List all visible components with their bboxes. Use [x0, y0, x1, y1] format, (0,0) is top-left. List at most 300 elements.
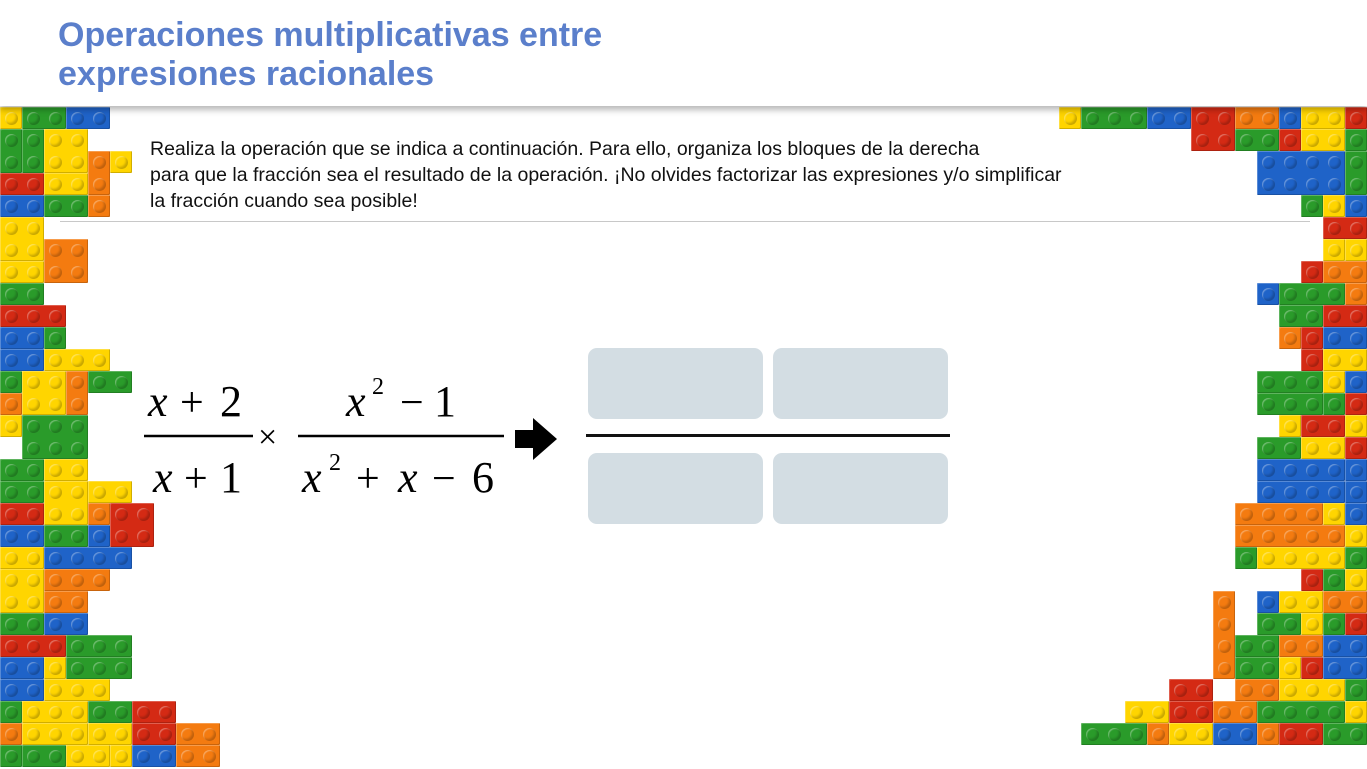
lego-stud	[49, 442, 62, 455]
lego-brick	[1235, 107, 1279, 129]
lego-brick	[44, 327, 66, 349]
lego-brick	[1323, 657, 1367, 679]
lego-brick	[22, 129, 44, 173]
lego-stud	[1064, 112, 1077, 125]
lego-brick	[0, 459, 44, 481]
lego-brick	[1345, 415, 1367, 437]
lego-stud	[1262, 398, 1275, 411]
lego-stud	[115, 640, 128, 653]
lego-stud	[5, 464, 18, 477]
lego-stud	[1306, 728, 1319, 741]
lego-brick	[1345, 679, 1367, 701]
lego-brick	[44, 481, 88, 525]
lego-stud	[1350, 464, 1363, 477]
f2-num-const: 1	[434, 377, 456, 426]
lego-stud	[71, 684, 84, 697]
lego-stud	[93, 728, 106, 741]
lego-brick	[44, 525, 88, 547]
lego-stud	[115, 750, 128, 763]
lego-stud	[71, 398, 84, 411]
lego-stud	[5, 706, 18, 719]
lego-brick	[1323, 591, 1367, 613]
lego-stud	[5, 376, 18, 389]
lego-brick	[1257, 283, 1279, 305]
lego-brick	[0, 261, 44, 283]
lego-brick	[1235, 679, 1279, 701]
lego-stud	[5, 354, 18, 367]
header-bar	[0, 0, 1367, 106]
lego-stud	[115, 486, 128, 499]
lego-brick	[1279, 591, 1323, 613]
f1-den-var: x	[153, 453, 173, 502]
lego-brick	[0, 503, 44, 525]
lego-stud	[1284, 486, 1297, 499]
lego-brick	[66, 107, 110, 129]
lego-stud	[1350, 310, 1363, 323]
lego-stud	[1284, 706, 1297, 719]
lego-brick	[132, 723, 176, 745]
lego-brick	[22, 701, 88, 723]
lego-stud	[1240, 706, 1253, 719]
lego-brick	[110, 151, 132, 173]
lego-stud	[1218, 728, 1231, 741]
lego-brick	[110, 745, 132, 767]
lego-stud	[1328, 662, 1341, 675]
lego-brick	[0, 481, 44, 503]
lego-stud	[1306, 508, 1319, 521]
lego-brick	[0, 657, 44, 679]
lego-brick	[1059, 107, 1081, 129]
lego-stud	[27, 640, 40, 653]
lego-stud	[5, 596, 18, 609]
lego-brick	[1235, 657, 1279, 679]
lego-stud	[49, 178, 62, 191]
lego-stud	[1328, 618, 1341, 631]
lego-stud	[5, 244, 18, 257]
lego-brick	[1345, 525, 1367, 547]
lego-stud	[1306, 618, 1319, 631]
lego-stud	[27, 442, 40, 455]
lego-brick	[88, 371, 132, 393]
lego-brick	[0, 327, 44, 349]
lego-stud	[5, 420, 18, 433]
lego-stud	[1306, 156, 1319, 169]
lego-stud	[1240, 552, 1253, 565]
lego-stud	[1328, 486, 1341, 499]
lego-stud	[71, 728, 84, 741]
lego-stud	[71, 750, 84, 763]
lego-brick	[0, 129, 22, 173]
lego-stud	[27, 134, 40, 147]
lego-stud	[1350, 420, 1363, 433]
answer-slot-numerator-right[interactable]	[773, 348, 948, 419]
lego-stud	[1328, 376, 1341, 389]
lego-brick	[88, 723, 132, 745]
lego-stud	[1240, 112, 1253, 125]
lego-stud	[71, 266, 84, 279]
lego-stud	[1306, 684, 1319, 697]
answer-fraction-bar	[586, 434, 950, 437]
lego-stud	[1306, 288, 1319, 301]
lego-brick	[0, 217, 44, 261]
lego-stud	[49, 640, 62, 653]
arrow-right-icon	[515, 418, 557, 460]
f2-den-op2: −	[432, 456, 456, 502]
lego-stud	[49, 574, 62, 587]
lego-stud	[1328, 552, 1341, 565]
lego-stud	[1284, 464, 1297, 477]
lego-stud	[1108, 728, 1121, 741]
lego-stud	[71, 376, 84, 389]
lego-stud	[1328, 332, 1341, 345]
lego-stud	[1108, 112, 1121, 125]
lego-stud	[49, 200, 62, 213]
lego-stud	[137, 750, 150, 763]
lego-brick	[1323, 635, 1367, 657]
lego-brick	[1169, 701, 1213, 723]
lego-brick	[44, 129, 88, 173]
lego-brick	[0, 679, 44, 701]
lego-brick	[1257, 393, 1323, 415]
lego-brick	[1323, 613, 1345, 635]
lego-stud	[5, 266, 18, 279]
lego-stud	[1284, 376, 1297, 389]
lego-stud	[1130, 728, 1143, 741]
lego-brick	[22, 107, 66, 129]
lego-stud	[1328, 112, 1341, 125]
lego-brick	[1301, 195, 1323, 217]
lego-stud	[115, 376, 128, 389]
lego-stud	[5, 134, 18, 147]
lego-stud	[49, 156, 62, 169]
lego-stud	[49, 684, 62, 697]
lego-stud	[1306, 640, 1319, 653]
lego-stud	[159, 706, 172, 719]
lego-stud	[1284, 420, 1297, 433]
answer-slot-denominator-right[interactable]	[773, 453, 948, 524]
lego-stud	[1328, 398, 1341, 411]
lego-stud	[1350, 156, 1363, 169]
lego-brick	[1257, 613, 1301, 635]
lego-stud	[1284, 640, 1297, 653]
lego-stud	[1284, 552, 1297, 565]
lego-brick	[22, 723, 88, 745]
lego-stud	[71, 486, 84, 499]
lego-stud	[1328, 354, 1341, 367]
lego-stud	[1218, 662, 1231, 675]
lego-stud	[1306, 134, 1319, 147]
lego-brick	[1125, 701, 1169, 723]
lego-stud	[71, 552, 84, 565]
lego-stud	[71, 618, 84, 631]
lego-stud	[71, 244, 84, 257]
lego-brick	[44, 569, 110, 591]
lego-stud	[27, 288, 40, 301]
lego-brick	[1345, 371, 1367, 393]
lego-brick	[1279, 107, 1301, 129]
lego-brick	[0, 525, 44, 547]
lego-brick	[1147, 723, 1169, 745]
lego-stud	[49, 662, 62, 675]
lego-stud	[1284, 728, 1297, 741]
lego-brick	[1323, 569, 1345, 591]
lego-stud	[93, 662, 106, 675]
lego-stud	[1328, 420, 1341, 433]
lego-stud	[1306, 310, 1319, 323]
lego-brick	[1345, 129, 1367, 151]
lego-brick	[1323, 305, 1367, 327]
lego-brick	[66, 657, 132, 679]
lego-stud	[1306, 574, 1319, 587]
lego-stud	[1218, 112, 1231, 125]
lego-stud	[93, 530, 106, 543]
lego-brick	[1279, 635, 1323, 657]
lego-stud	[71, 574, 84, 587]
fraction-1	[144, 377, 253, 502]
lego-brick	[1213, 723, 1257, 745]
lego-stud	[1306, 398, 1319, 411]
lego-stud	[49, 552, 62, 565]
lego-stud	[181, 750, 194, 763]
lego-stud	[1306, 376, 1319, 389]
lego-brick	[132, 745, 176, 767]
lego-stud	[71, 112, 84, 125]
lego-stud	[27, 486, 40, 499]
lego-stud	[1174, 706, 1187, 719]
lego-brick	[1257, 723, 1279, 745]
lego-stud	[5, 530, 18, 543]
lego-stud	[1130, 112, 1143, 125]
lego-stud	[5, 486, 18, 499]
lego-stud	[27, 684, 40, 697]
lego-stud	[27, 464, 40, 477]
lego-stud	[1196, 684, 1209, 697]
lego-stud	[71, 420, 84, 433]
lego-stud	[1218, 618, 1231, 631]
lego-stud	[1350, 332, 1363, 345]
instructions-text	[150, 136, 1260, 214]
lego-brick	[1345, 151, 1367, 195]
lego-brick	[1257, 151, 1345, 195]
lego-brick	[1301, 657, 1323, 679]
lego-stud	[137, 530, 150, 543]
lego-brick	[0, 701, 22, 723]
lego-stud	[1262, 178, 1275, 191]
lego-stud	[71, 354, 84, 367]
lego-brick	[1323, 239, 1345, 261]
f2-num-op: −	[400, 380, 424, 426]
lego-stud	[1350, 354, 1363, 367]
lego-stud	[1262, 552, 1275, 565]
lego-stud	[93, 354, 106, 367]
page-title	[58, 16, 958, 94]
lego-stud	[5, 552, 18, 565]
f1-num-op: +	[180, 380, 204, 426]
lego-stud	[1284, 530, 1297, 543]
lego-stud	[71, 134, 84, 147]
lego-stud	[1240, 530, 1253, 543]
lego-brick	[44, 657, 66, 679]
lego-stud	[1306, 662, 1319, 675]
lego-stud	[49, 596, 62, 609]
lego-stud	[5, 156, 18, 169]
lego-stud	[1306, 178, 1319, 191]
lego-brick	[1345, 701, 1367, 723]
lego-stud	[1350, 508, 1363, 521]
lego-stud	[1350, 618, 1363, 631]
f2-den-op1: +	[356, 456, 380, 502]
lego-brick	[1081, 107, 1147, 129]
lego-stud	[1284, 442, 1297, 455]
lego-brick	[1257, 481, 1345, 503]
lego-brick	[1169, 723, 1213, 745]
lego-stud	[1262, 486, 1275, 499]
lego-stud	[1218, 706, 1231, 719]
lego-brick	[1301, 613, 1323, 635]
lego-stud	[1306, 596, 1319, 609]
lego-stud	[1218, 640, 1231, 653]
lego-brick	[1301, 327, 1323, 349]
lego-stud	[1306, 530, 1319, 543]
lego-brick	[1081, 723, 1147, 745]
lego-brick	[1147, 107, 1191, 129]
lego-stud	[1328, 442, 1341, 455]
lego-stud	[181, 728, 194, 741]
lego-stud	[1284, 398, 1297, 411]
lego-stud	[1262, 640, 1275, 653]
lego-stud	[1174, 728, 1187, 741]
lego-stud	[1240, 508, 1253, 521]
lego-brick	[1235, 547, 1257, 569]
lego-stud	[49, 354, 62, 367]
title-line-2: expresiones racionales	[58, 55, 435, 93]
lego-brick	[88, 195, 110, 217]
lego-brick	[1279, 679, 1345, 701]
lego-brick	[1279, 305, 1323, 327]
lego-brick	[44, 459, 88, 481]
lego-stud	[27, 398, 40, 411]
times-symbol: ×	[258, 419, 278, 456]
lego-stud	[71, 596, 84, 609]
lego-brick	[1301, 349, 1323, 371]
lego-stud	[1350, 222, 1363, 235]
lego-brick	[1345, 613, 1367, 635]
lego-stud	[1306, 464, 1319, 477]
lego-brick	[1235, 525, 1345, 547]
lego-brick	[88, 701, 132, 723]
lego-stud	[1306, 354, 1319, 367]
answer-slot-denominator-left[interactable]	[588, 453, 763, 524]
lego-stud	[1240, 662, 1253, 675]
lego-brick	[44, 195, 88, 217]
lego-stud	[27, 310, 40, 323]
lego-stud	[115, 706, 128, 719]
lego-stud	[49, 310, 62, 323]
lego-brick	[66, 371, 88, 415]
fraction-2	[298, 374, 504, 502]
lego-stud	[1306, 706, 1319, 719]
lego-brick	[1213, 701, 1257, 723]
lego-stud	[1262, 156, 1275, 169]
f2-num-exp: 2	[372, 374, 384, 400]
lego-stud	[1284, 618, 1297, 631]
lego-brick	[66, 635, 132, 657]
instructions-line-1: Realiza la operación que se indica a continuación. Para ello, organiza los bloques de la derecha	[150, 138, 980, 160]
lego-stud	[93, 178, 106, 191]
lego-stud	[27, 618, 40, 631]
lego-stud	[1262, 376, 1275, 389]
lego-stud	[1328, 222, 1341, 235]
lego-brick	[1257, 459, 1345, 481]
lego-stud	[27, 574, 40, 587]
lego-brick	[1345, 569, 1367, 591]
lego-stud	[27, 222, 40, 235]
answer-slot-numerator-left[interactable]	[588, 348, 763, 419]
lego-brick	[1257, 701, 1345, 723]
lego-stud	[115, 662, 128, 675]
lego-stud	[71, 508, 84, 521]
lego-stud	[1262, 530, 1275, 543]
lego-stud	[49, 618, 62, 631]
lego-brick	[1301, 261, 1323, 283]
lego-stud	[5, 112, 18, 125]
lego-stud	[1086, 112, 1099, 125]
lego-stud	[1284, 288, 1297, 301]
lego-brick	[44, 547, 132, 569]
lego-stud	[1262, 706, 1275, 719]
lego-stud	[27, 728, 40, 741]
lego-stud	[1284, 684, 1297, 697]
f1-num-var: x	[148, 377, 168, 426]
lego-stud	[1306, 552, 1319, 565]
lego-stud	[1196, 728, 1209, 741]
lego-brick	[1345, 547, 1367, 569]
lego-stud	[115, 530, 128, 543]
lego-stud	[93, 574, 106, 587]
lego-brick	[1301, 415, 1345, 437]
lego-brick	[0, 283, 44, 305]
lego-brick	[1345, 503, 1367, 525]
lego-stud	[1306, 200, 1319, 213]
lego-brick	[1279, 129, 1301, 151]
lego-stud	[27, 596, 40, 609]
lego-stud	[27, 706, 40, 719]
lego-brick	[44, 173, 88, 195]
lego-brick	[176, 723, 220, 745]
lego-stud	[71, 156, 84, 169]
lego-brick	[1345, 195, 1367, 217]
lego-brick	[1301, 129, 1345, 151]
lego-stud	[1350, 530, 1363, 543]
lego-brick	[1279, 283, 1345, 305]
lego-stud	[1350, 398, 1363, 411]
lego-stud	[49, 464, 62, 477]
lego-brick	[1279, 657, 1301, 679]
lego-stud	[1328, 596, 1341, 609]
lego-stud	[1328, 574, 1341, 587]
lego-stud	[27, 354, 40, 367]
lego-stud	[137, 706, 150, 719]
lego-stud	[1284, 310, 1297, 323]
lego-brick	[1345, 437, 1367, 459]
lego-stud	[49, 420, 62, 433]
lego-brick	[88, 525, 110, 547]
lego-brick	[0, 107, 22, 129]
lego-stud	[1350, 662, 1363, 675]
lego-stud	[203, 750, 216, 763]
lego-stud	[1306, 486, 1319, 499]
f1-num-const: 2	[220, 377, 242, 426]
